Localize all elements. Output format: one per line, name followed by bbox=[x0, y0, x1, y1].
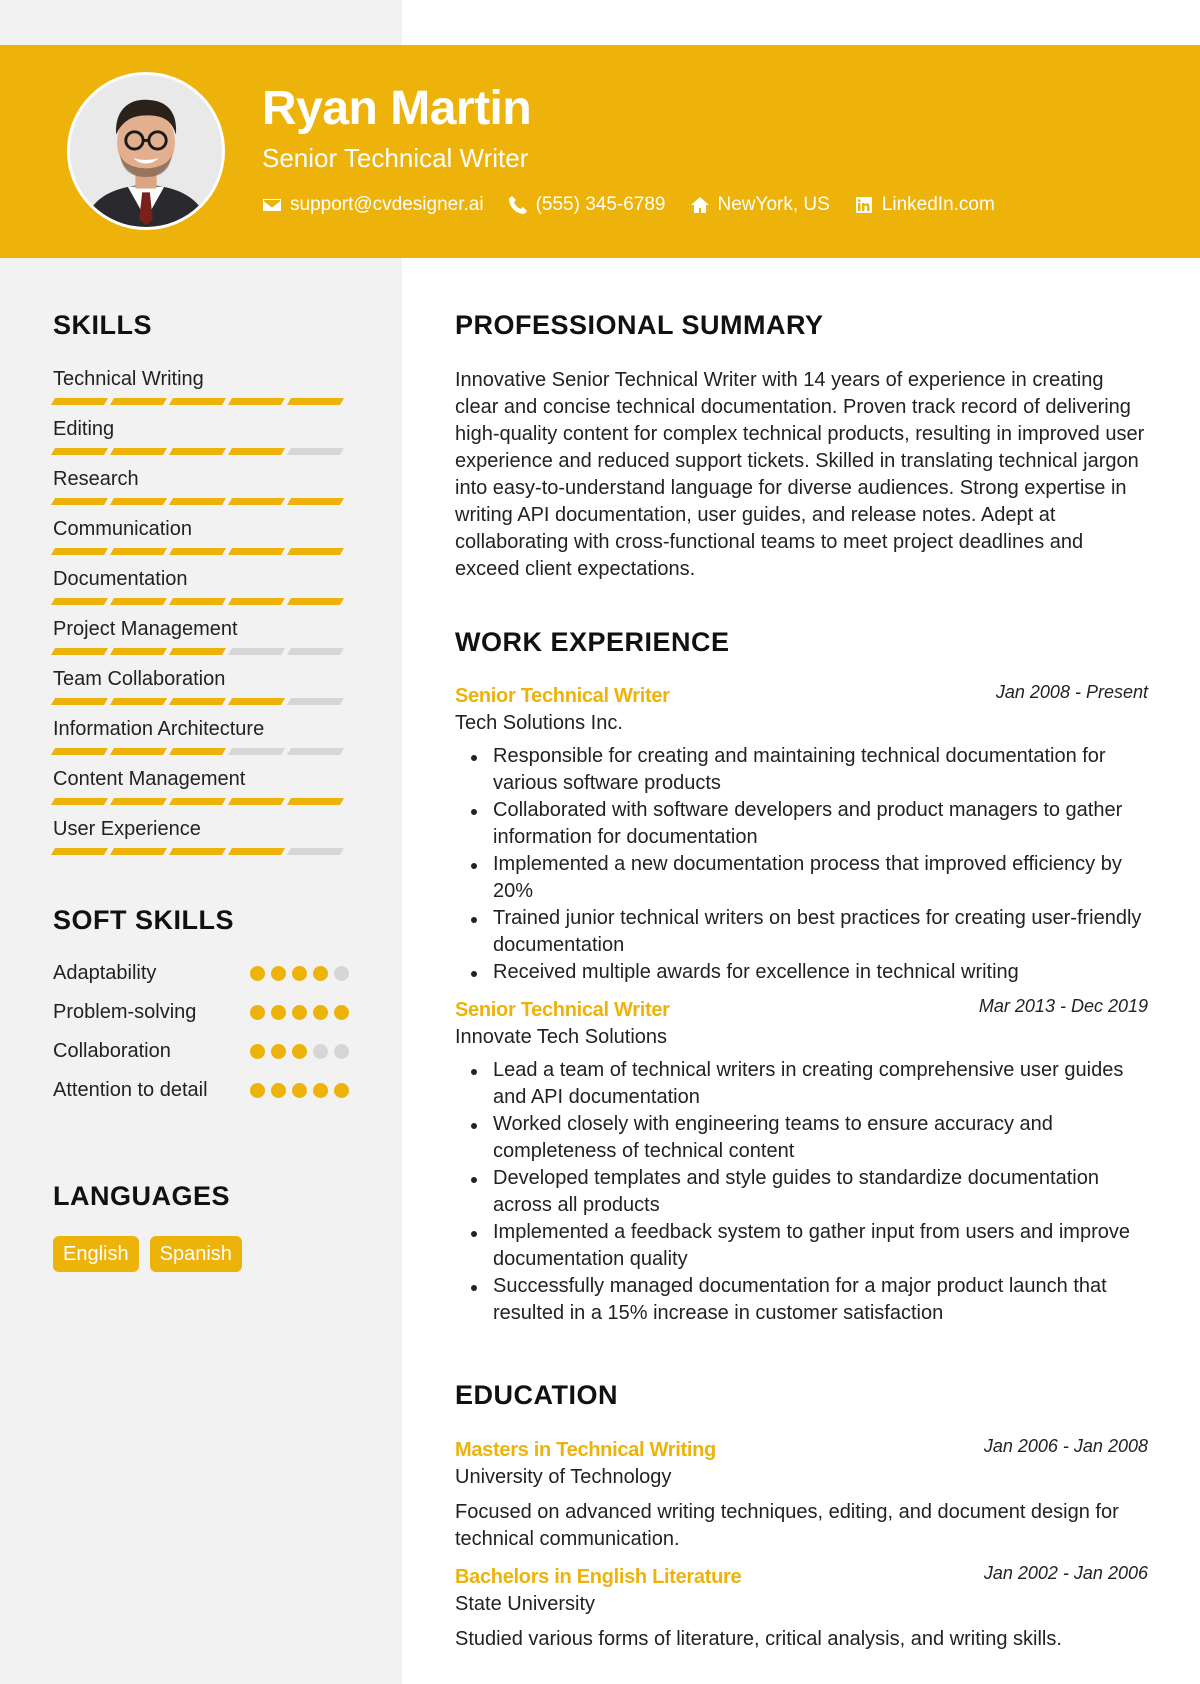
skill-name: Project Management bbox=[53, 618, 238, 640]
skill-level-segment bbox=[228, 398, 285, 405]
skill-level-bar bbox=[53, 448, 342, 455]
skill-level-segment bbox=[228, 648, 285, 655]
soft-skill-rating bbox=[250, 966, 349, 981]
skill-item bbox=[53, 417, 349, 467]
rating-dot bbox=[271, 1044, 286, 1059]
soft-skill-rating bbox=[250, 1083, 349, 1098]
education-school: State University bbox=[455, 1593, 596, 1615]
job-bullet: Received multiple awards for excellence in technical writing bbox=[455, 959, 1148, 986]
language-badge: English bbox=[53, 1236, 139, 1272]
skill-level-bar bbox=[53, 698, 342, 705]
skill-level-segment bbox=[169, 698, 226, 705]
skills-list bbox=[53, 367, 349, 867]
skill-level-segment bbox=[228, 498, 285, 505]
education-heading: EDUCATION bbox=[455, 1380, 618, 1410]
skill-level-bar bbox=[53, 398, 342, 405]
rating-dot bbox=[313, 1083, 328, 1098]
skill-level-segment bbox=[287, 598, 344, 605]
skill-name: User Experience bbox=[53, 818, 201, 840]
soft-skill-item bbox=[53, 999, 349, 1026]
skill-level-segment bbox=[287, 798, 344, 805]
education-entry bbox=[455, 1564, 1148, 1653]
skill-level-segment bbox=[287, 548, 344, 555]
skill-level-bar bbox=[53, 648, 342, 655]
person-avatar-icon bbox=[70, 75, 222, 227]
skill-level-bar bbox=[53, 548, 342, 555]
skill-level-bar bbox=[53, 848, 342, 855]
job-bullet: Developed templates and style guides to standardize documentation across all products bbox=[455, 1165, 1148, 1219]
job-bullet: Collaborated with software developers and product managers to gather information for documentation bbox=[455, 797, 1148, 851]
skill-item bbox=[53, 467, 349, 517]
education-header bbox=[455, 1564, 1148, 1591]
languages-list bbox=[53, 1236, 349, 1272]
rating-dot bbox=[250, 1005, 265, 1020]
skill-level-segment bbox=[169, 498, 226, 505]
skill-item bbox=[53, 767, 349, 817]
rating-dot bbox=[313, 966, 328, 981]
contact-linkedin-text: LinkedIn.com bbox=[881, 194, 995, 215]
summary-heading: PROFESSIONAL SUMMARY bbox=[455, 310, 824, 340]
skill-level-segment bbox=[110, 448, 167, 455]
skill-item bbox=[53, 717, 349, 767]
skill-level-segment bbox=[110, 848, 167, 855]
soft-skills-heading: SOFT SKILLS bbox=[53, 905, 234, 935]
skill-level-segment bbox=[169, 598, 226, 605]
skill-level-segment bbox=[169, 398, 226, 405]
job-bullet: Implemented a new documentation process that improved efficiency by 20% bbox=[455, 851, 1148, 905]
skill-level-segment bbox=[169, 448, 226, 455]
skill-name: Documentation bbox=[53, 568, 188, 590]
job-bullet: Trained junior technical writers on best practices for creating user-friendly documentation bbox=[455, 905, 1148, 959]
experience-section bbox=[455, 627, 1148, 1327]
skill-name: Content Management bbox=[53, 768, 246, 790]
contact-list bbox=[262, 194, 995, 216]
skill-level-segment bbox=[51, 698, 108, 705]
languages-section bbox=[53, 1181, 349, 1272]
skill-level-segment bbox=[110, 498, 167, 505]
language-badge: Spanish bbox=[150, 1236, 242, 1272]
skill-level-segment bbox=[228, 598, 285, 605]
contact-location-text: NewYork, US bbox=[717, 194, 830, 215]
job-date: Mar 2013 - Dec 2019 bbox=[978, 996, 1148, 1016]
soft-skill-rating bbox=[250, 1044, 349, 1059]
home-icon bbox=[690, 195, 710, 215]
skill-level-segment bbox=[287, 648, 344, 655]
skill-item bbox=[53, 517, 349, 567]
skill-level-segment bbox=[110, 798, 167, 805]
skill-level-segment bbox=[51, 848, 108, 855]
contact-phone-text: (555) 345-6789 bbox=[535, 194, 666, 215]
contact-location bbox=[690, 194, 830, 216]
skills-section bbox=[53, 310, 349, 867]
rating-dot bbox=[292, 1005, 307, 1020]
summary-section bbox=[455, 310, 1148, 583]
soft-skill-item bbox=[53, 1077, 349, 1104]
job-title: Senior Technical Writer bbox=[455, 999, 670, 1021]
skills-heading: SKILLS bbox=[53, 310, 153, 340]
skill-name: Editing bbox=[53, 418, 115, 440]
skill-level-segment bbox=[287, 398, 344, 405]
job-bullets bbox=[455, 1057, 1148, 1327]
soft-skill-item bbox=[53, 960, 349, 987]
rating-dot bbox=[271, 966, 286, 981]
job-bullets bbox=[455, 743, 1148, 986]
education-description: Focused on advanced writing techniques, editing, and document design for technical communication. bbox=[455, 1501, 1119, 1550]
skill-level-segment bbox=[110, 398, 167, 405]
summary-text: Innovative Senior Technical Writer with 14 years of experience in creating clear and concise technical documentation. Proven track record of delivering high-quality content for complex technical products, resulting in improved user experience and reduced support tickets. Skilled in translating technical jargon into easy-to-understand language for diverse audiences. Strong expertise in writing API documentation, user guides, and release notes. Adept at collaborating with cross-functional teams to meet project deadlines and exceed client expectations. bbox=[455, 369, 1145, 580]
job-entry bbox=[455, 997, 1148, 1327]
job-title: Senior Technical Writer bbox=[455, 685, 670, 707]
rating-dot bbox=[313, 1044, 328, 1059]
skill-level-bar bbox=[53, 798, 342, 805]
skill-level-segment bbox=[169, 798, 226, 805]
soft-skill-rating bbox=[250, 1005, 349, 1020]
education-date: Jan 2002 - Jan 2006 bbox=[983, 1563, 1148, 1583]
skill-level-segment bbox=[228, 748, 285, 755]
rating-dot bbox=[334, 966, 349, 981]
skill-level-segment bbox=[169, 548, 226, 555]
rating-dot bbox=[250, 966, 265, 981]
skill-level-segment bbox=[287, 848, 344, 855]
contact-linkedin[interactable] bbox=[854, 194, 995, 216]
languages-heading: LANGUAGES bbox=[53, 1181, 231, 1211]
job-bullet: Responsible for creating and maintaining technical documentation for various software products bbox=[455, 743, 1148, 797]
rating-dot bbox=[334, 1044, 349, 1059]
skill-level-segment bbox=[228, 848, 285, 855]
skill-level-segment bbox=[287, 498, 344, 505]
job-bullet: Implemented a feedback system to gather input from users and improve documentation quality bbox=[455, 1219, 1148, 1273]
job-bullet: Worked closely with engineering teams to ensure accuracy and completeness of technical content bbox=[455, 1111, 1148, 1165]
soft-skill-name: Adaptability bbox=[53, 962, 157, 984]
rating-dot bbox=[334, 1083, 349, 1098]
skill-level-bar bbox=[53, 598, 342, 605]
skill-level-segment bbox=[228, 548, 285, 555]
resume-header bbox=[0, 45, 1200, 258]
education-section bbox=[455, 1380, 1148, 1653]
rating-dot bbox=[250, 1083, 265, 1098]
rating-dot bbox=[271, 1083, 286, 1098]
soft-skill-name: Attention to detail bbox=[53, 1079, 208, 1101]
soft-skill-item bbox=[53, 1038, 349, 1065]
job-bullet: Successfully managed documentation for a major product launch that resulted in a 15% increase in customer satisfaction bbox=[455, 1273, 1148, 1327]
skill-level-segment bbox=[228, 798, 285, 805]
skill-level-segment bbox=[110, 748, 167, 755]
skill-level-segment bbox=[287, 448, 344, 455]
education-entry bbox=[455, 1437, 1148, 1553]
skill-name: Research bbox=[53, 468, 139, 490]
rating-dot bbox=[271, 1005, 286, 1020]
skill-item bbox=[53, 367, 349, 417]
skill-level-segment bbox=[51, 448, 108, 455]
rating-dot bbox=[292, 1044, 307, 1059]
education-description: Studied various forms of literature, critical analysis, and writing skills. bbox=[455, 1628, 1062, 1650]
skill-item bbox=[53, 617, 349, 667]
skill-name: Team Collaboration bbox=[53, 668, 226, 690]
candidate-title: Senior Technical Writer bbox=[262, 143, 529, 173]
skill-level-segment bbox=[51, 598, 108, 605]
skill-name: Information Architecture bbox=[53, 718, 265, 740]
rating-dot bbox=[313, 1005, 328, 1020]
soft-skills-section bbox=[53, 905, 349, 1116]
skill-level-segment bbox=[287, 698, 344, 705]
jobs-list bbox=[455, 683, 1148, 1327]
skill-level-segment bbox=[110, 698, 167, 705]
job-header bbox=[455, 683, 1148, 710]
job-date: Jan 2008 - Present bbox=[995, 682, 1148, 702]
rating-dot bbox=[292, 1083, 307, 1098]
skill-level-segment bbox=[169, 748, 226, 755]
job-company: Tech Solutions Inc. bbox=[455, 712, 623, 734]
skill-level-segment bbox=[110, 548, 167, 555]
skill-level-segment bbox=[51, 398, 108, 405]
skill-item bbox=[53, 667, 349, 717]
profile-photo bbox=[67, 72, 225, 230]
skill-level-segment bbox=[51, 798, 108, 805]
soft-skills-list bbox=[53, 960, 349, 1104]
rating-dot bbox=[250, 1044, 265, 1059]
job-entry bbox=[455, 683, 1148, 986]
education-school: University of Technology bbox=[455, 1466, 672, 1488]
skill-level-bar bbox=[53, 498, 342, 505]
skill-level-segment bbox=[228, 698, 285, 705]
experience-heading: WORK EXPERIENCE bbox=[455, 627, 730, 657]
skill-level-segment bbox=[51, 748, 108, 755]
education-list bbox=[455, 1437, 1148, 1653]
skill-level-segment bbox=[51, 498, 108, 505]
skill-item bbox=[53, 817, 349, 867]
contact-phone[interactable] bbox=[508, 194, 666, 216]
education-header bbox=[455, 1437, 1148, 1464]
skill-level-segment bbox=[51, 548, 108, 555]
skill-level-segment bbox=[110, 648, 167, 655]
education-degree: Bachelors in English Literature bbox=[455, 1566, 742, 1588]
job-bullet: Lead a team of technical writers in creating comprehensive user guides and API documentation bbox=[455, 1057, 1148, 1111]
contact-email[interactable] bbox=[262, 194, 484, 216]
linkedin-icon bbox=[854, 195, 874, 215]
skill-level-segment bbox=[110, 598, 167, 605]
skill-level-segment bbox=[169, 648, 226, 655]
education-degree: Masters in Technical Writing bbox=[455, 1439, 716, 1461]
skill-level-segment bbox=[169, 848, 226, 855]
rating-dot bbox=[292, 966, 307, 981]
soft-skill-name: Problem-solving bbox=[53, 1001, 197, 1023]
soft-skill-name: Collaboration bbox=[53, 1040, 171, 1062]
phone-icon bbox=[508, 195, 528, 215]
skill-level-segment bbox=[287, 748, 344, 755]
envelope-icon bbox=[262, 195, 282, 215]
job-header bbox=[455, 997, 1148, 1024]
skill-level-segment bbox=[51, 648, 108, 655]
skill-name: Communication bbox=[53, 518, 192, 540]
contact-email-text: support@cvdesigner.ai bbox=[290, 194, 484, 215]
skill-item bbox=[53, 567, 349, 617]
education-date: Jan 2006 - Jan 2008 bbox=[983, 1436, 1148, 1456]
skill-name: Technical Writing bbox=[53, 368, 204, 390]
job-company: Innovate Tech Solutions bbox=[455, 1026, 668, 1048]
rating-dot bbox=[334, 1005, 349, 1020]
skill-level-bar bbox=[53, 748, 342, 755]
skill-level-segment bbox=[228, 448, 285, 455]
candidate-name: Ryan Martin bbox=[262, 82, 532, 135]
